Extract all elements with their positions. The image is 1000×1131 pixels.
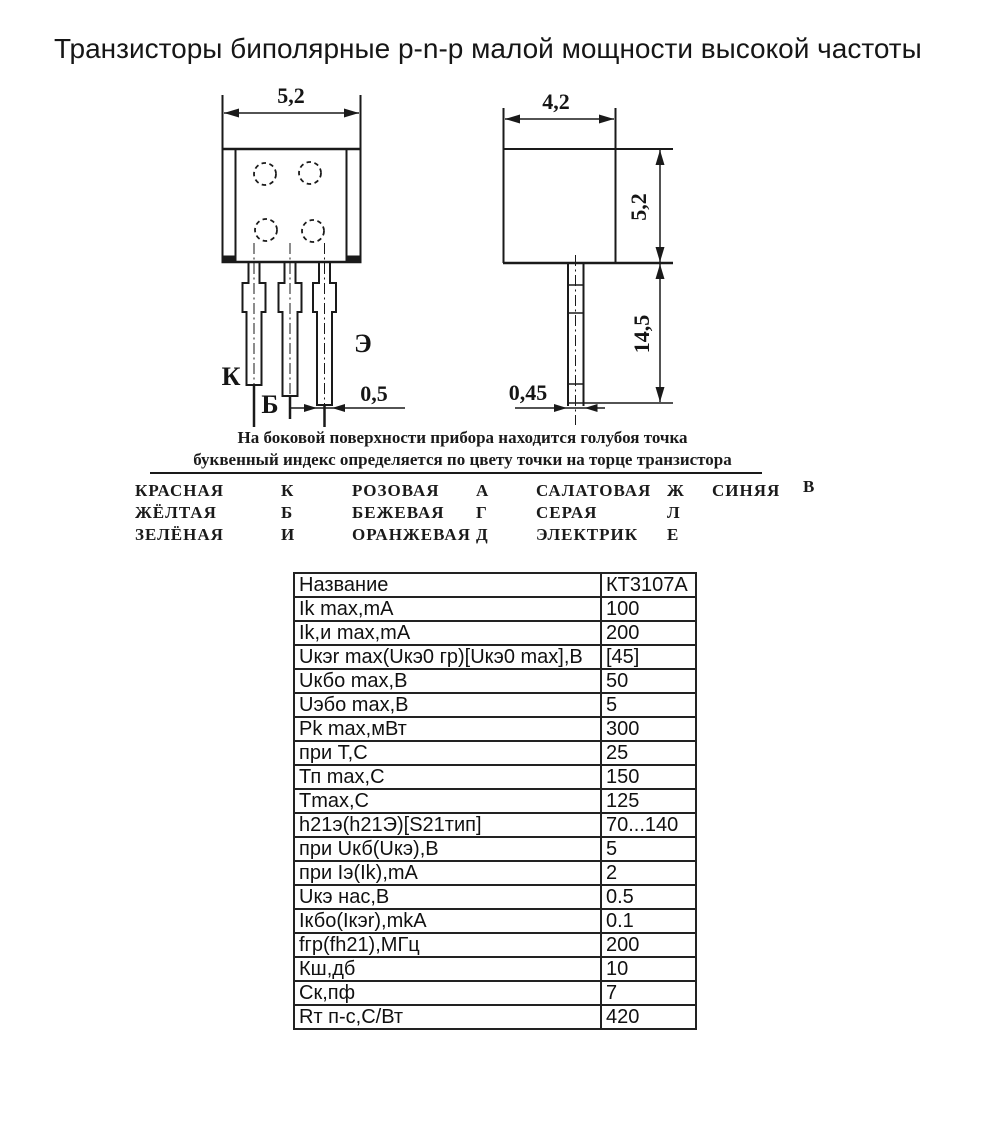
param-name-cell: при Uкб(Uкэ),В [294,837,601,861]
color-name: КРАСНАЯ [135,481,225,500]
code-letter: Д [476,525,489,544]
table-header-row [294,573,696,597]
param-value-cell: 2 [601,861,696,885]
lead-label-collector: К [221,362,241,391]
code-letter: В [803,477,816,496]
table-row [294,837,696,861]
color-name: ОРАНЖЕВАЯ [352,525,471,544]
table-row [294,981,696,1005]
param-name-cell: Кш,дб [294,957,601,981]
param-value-cell: 200 [601,933,696,957]
table-row [294,669,696,693]
param-name-cell: при T,C [294,741,601,765]
param-value-cell: 10 [601,957,696,981]
param-name-cell: h21э(h21Э)[S21тип] [294,813,601,837]
table-row [294,861,696,885]
param-value-cell: 420 [601,1005,696,1029]
marking-note-line1: На боковой поверхности прибора находится голубоя точка [237,428,688,447]
param-name-cell: fгр(fh21),МГц [294,933,601,957]
page-title: Транзисторы биполярные p-n-p малой мощности высокой частоты [54,33,922,64]
table-row [294,621,696,645]
code-letter: Ж [667,481,685,500]
code-letter: Е [667,525,680,544]
code-letter: И [281,525,296,544]
param-value-cell: 200 [601,621,696,645]
param-name-cell: Тп max,C [294,765,601,789]
color-name: ЖЁЛТАЯ [135,503,217,522]
param-name-cell: Rт п-с,С/Вт [294,1005,601,1029]
lead-label-base: Б [261,390,279,419]
dim-front-body-width: 5,2 [277,83,305,108]
parameters-table [293,572,697,1030]
table-row [294,813,696,837]
table-row [294,885,696,909]
code-letter: А [476,481,490,500]
color-name: САЛАТОВАЯ [536,481,652,500]
table-row [294,717,696,741]
dim-side-body-depth: 4,2 [542,89,570,114]
lead-label-emitter: Э [354,329,372,358]
table-row [294,789,696,813]
param-name-cell: Ск,пф [294,981,601,1005]
param-value-cell: 70...140 [601,813,696,837]
dim-side-body-height: 5,2 [626,193,651,221]
param-name-cell: Ik max,mA [294,597,601,621]
color-name: РОЗОВАЯ [352,481,440,500]
code-letter: К [281,481,295,500]
dim-side-lead-length: 14,5 [629,314,654,354]
marking-note-line2: буквенный индекс определяется по цвету точки на торце транзистора [193,450,732,469]
param-value-cell: 7 [601,981,696,1005]
table-row [294,693,696,717]
param-name-cell: Pk max,мВт [294,717,601,741]
dim-side-lead-thickness: 0,45 [508,380,548,405]
param-value-cell: 5 [601,837,696,861]
table-row [294,741,696,765]
param-name-header: Название [294,573,601,597]
color-name: БЕЖЕВАЯ [352,503,445,522]
color-name: ЭЛЕКТРИК [536,525,639,544]
table-row [294,957,696,981]
table-row [294,645,696,669]
color-name: ЗЕЛЁНАЯ [135,525,224,544]
table-row [294,933,696,957]
param-name-cell: Uэбо max,В [294,693,601,717]
code-letter: Л [667,503,681,522]
table-row [294,765,696,789]
param-value-cell: [45] [601,645,696,669]
param-name-cell: Uкэr max(Uкэ0 гр)[Uкэ0 max],В [294,645,601,669]
param-name-cell: Uкбо max,В [294,669,601,693]
color-name: СЕРАЯ [536,503,598,522]
param-name-cell: Tmax,C [294,789,601,813]
param-name-cell: Iкбо(Iкэr),mkA [294,909,601,933]
package-drawing [0,80,1000,428]
param-value-cell: 0.5 [601,885,696,909]
dim-front-lead-width: 0,5 [360,381,388,406]
param-value-cell: 50 [601,669,696,693]
divider-line [150,472,762,474]
param-value-cell: 125 [601,789,696,813]
param-value-cell: 5 [601,693,696,717]
param-name-cell: при Iэ(Ik),mA [294,861,601,885]
code-letter: Г [476,503,488,522]
param-value-cell: 300 [601,717,696,741]
color-name: СИНЯЯ [712,481,781,500]
table-row [294,597,696,621]
param-value-cell: 100 [601,597,696,621]
table-row [294,1005,696,1029]
param-value-cell: 150 [601,765,696,789]
code-letter: Б [281,503,294,522]
param-value-cell: 0.1 [601,909,696,933]
param-name-cell: Ik,и max,mA [294,621,601,645]
table-row [294,909,696,933]
marking-note [150,427,775,471]
param-name-cell: Uкэ нас,В [294,885,601,909]
param-value-header: КТ3107А [601,573,696,597]
param-value-cell: 25 [601,741,696,765]
